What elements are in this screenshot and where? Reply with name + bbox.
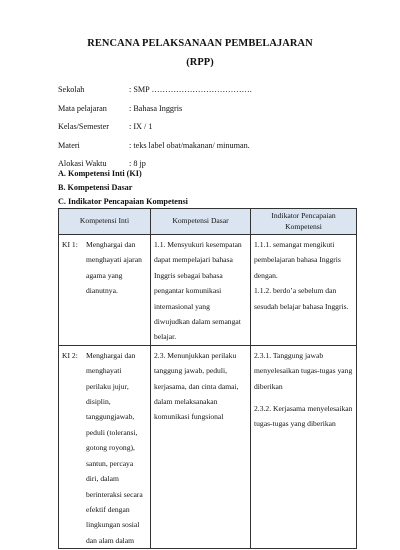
info-value: : teks label obat/makanan/ minuman. [129, 140, 250, 150]
kd-text: 1.1. Mensyukuri kesempatan dapat mempelajari bahasa Inggris sebagai bahasa pengantar komunikasi internasional yang diwujudkan dalam semangat belajar. [154, 240, 242, 342]
info-label: Materi [58, 140, 80, 150]
section-heading-b: B. Kompetensi Dasar [58, 183, 133, 192]
header-cell: Kompetensi Dasar [151, 209, 251, 235]
competency-table [58, 208, 357, 549]
info-label: Mata pelajaran [58, 103, 107, 113]
ki-label: KI 1: [62, 240, 78, 249]
ki-label: KI 2: [62, 350, 78, 360]
document-subtitle: (RPP) [186, 57, 214, 68]
document-title: RENCANA PELAKSANAAN PEMBELAJARAN [87, 38, 313, 49]
indicator-item: 2.3.2. Kerjasama menyelesaikan tugas-tugas yang diberikan [254, 404, 353, 429]
indicator-cell [251, 235, 357, 346]
ki-cell [59, 235, 151, 346]
ki-text: menghayati ajaran agama yang dianutnya. [86, 255, 142, 296]
ki-text-first-line: Menghargai dan [86, 350, 136, 360]
info-label: Kelas/Semester [58, 122, 109, 131]
indicator-cell [251, 345, 357, 548]
kd-cell [151, 345, 251, 548]
info-value: : IX / 1 [129, 122, 153, 131]
kd-text: 2.3. Menunjukkan perilaku tanggung jawab, peduli, kerjasama, dan cinta damai, dalam melaksanakan komunikasi fungsional [154, 350, 239, 422]
info-value: : SMP ………………………………. [129, 85, 252, 94]
header-cell: Kompetensi Inti [59, 209, 151, 235]
cell-spacer [62, 299, 147, 335]
info-label: Alokasi Waktu [58, 159, 107, 168]
info-value: : 8 jp [129, 159, 146, 168]
table-header-row [59, 209, 357, 235]
section-heading-c: C. Indikator Pencapaian Kompetensi [58, 197, 188, 206]
info-label: Sekolah [58, 85, 85, 94]
indicator-item: 1.1.1. semangat mengikuti pembelajaran bahasa Inggris dengan. [254, 240, 341, 280]
table-row [59, 235, 357, 346]
table-row [59, 345, 357, 548]
indicator-item: 1.1.2. berdo’a sebelum dan sesudah belajar bahasa Inggris. [254, 286, 349, 311]
indicator-item: 2.3.1. Tanggung jawab menyelesaikan tugas-tugas yang diberikan [254, 350, 353, 391]
kd-cell [151, 235, 251, 346]
header-cell: Indikator Pencapaian Kompetensi [251, 209, 357, 235]
ki-cell [59, 345, 151, 548]
info-value: : Bahasa Inggris [129, 103, 183, 113]
section-heading-a: A. Kompetensi Inti (KI) [58, 169, 142, 178]
ki-text: menghayati perilaku jujur, disiplin, tanggungjawab, peduli (toleransi, gotong royong), santun, percaya diri, dalam berinteraksi secara efektif dengan lingkungan sosial dan alam dalam [86, 366, 143, 545]
ki-text-first-line: Menghargai dan [86, 240, 136, 249]
